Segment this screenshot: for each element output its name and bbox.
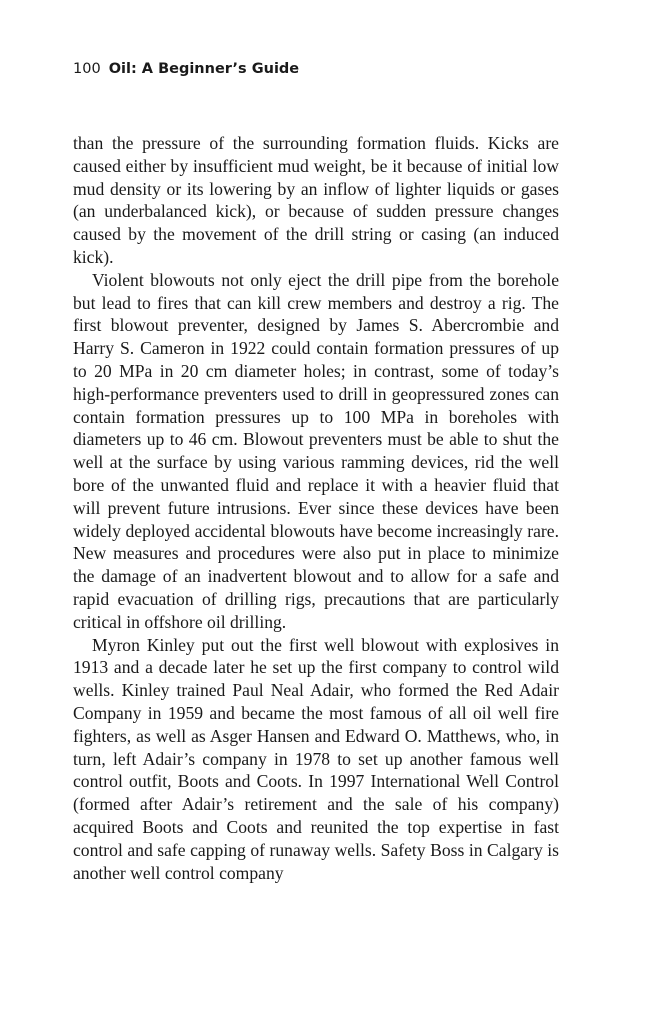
running-head <box>73 59 299 79</box>
paragraph-blowout-preventers: Violent blowouts not only eject the drill pipe from the borehole but lead to fires that can kill crew members and destroy a rig. The first blowout preventer, designed by James S. Abercrombie and Harry S. Cameron in 1922 could contain formation pressures of up to 20 MPa in 20 cm diameter holes; in contrast, some of today’s high-performance preventers used to drill in geopressured zones can contain formation pressures up to 100 MPa in boreholes with diameters up to 46 cm. Blowout preventers must be able to shut the well at the surface by using various ramming devices, rid the well bore of the unwanted fluid and replace it with a heavier fluid that will prevent future intrusions. Ever since these devices have been widely deployed accidental blowouts have become increasingly rare. New measures and procedures were also put in place to minimize the damage of an inadvertent blowout and to allow for a safe and rapid evacuation of drilling rigs, precautions that are particularly critical in offshore oil drilling. <box>73 269 559 632</box>
paragraph-kicks-continued: than the pressure of the surrounding formation fluids. Kicks are caused either by insufficient mud weight, be it because of initial low mud density or its lowering by an inflow of lighter liquids or gases (an underbalanced kick), or because of sudden pressure changes caused by the movement of the drill string or casing (an induced kick). <box>73 133 559 267</box>
body-text <box>73 132 559 884</box>
book-title: Oil: A Beginner’s Guide <box>108 61 300 77</box>
paragraph-well-control-companies: Myron Kinley put out the first well blowout with explosives in 1913 and a decade later he set up the first company to control wild wells. Kinley trained Paul Neal Adair, who formed the Red Adair Company in 1959 and became the most famous of all oil well fire fighters, as well as Asger Hansen and Edward O. Matthews, who, in turn, left Adair’s company in 1978 to set up another famous well control outfit, Boots and Coots. In 1997 International Well Control (formed after Adair’s retirement and the sale of his company) acquired Boots and Coots and reunited the top expertise in fast control and safe capping of runaway wells. Safety Boss in Calgary is another well control company <box>73 634 559 883</box>
page-number: 100 <box>73 61 101 77</box>
